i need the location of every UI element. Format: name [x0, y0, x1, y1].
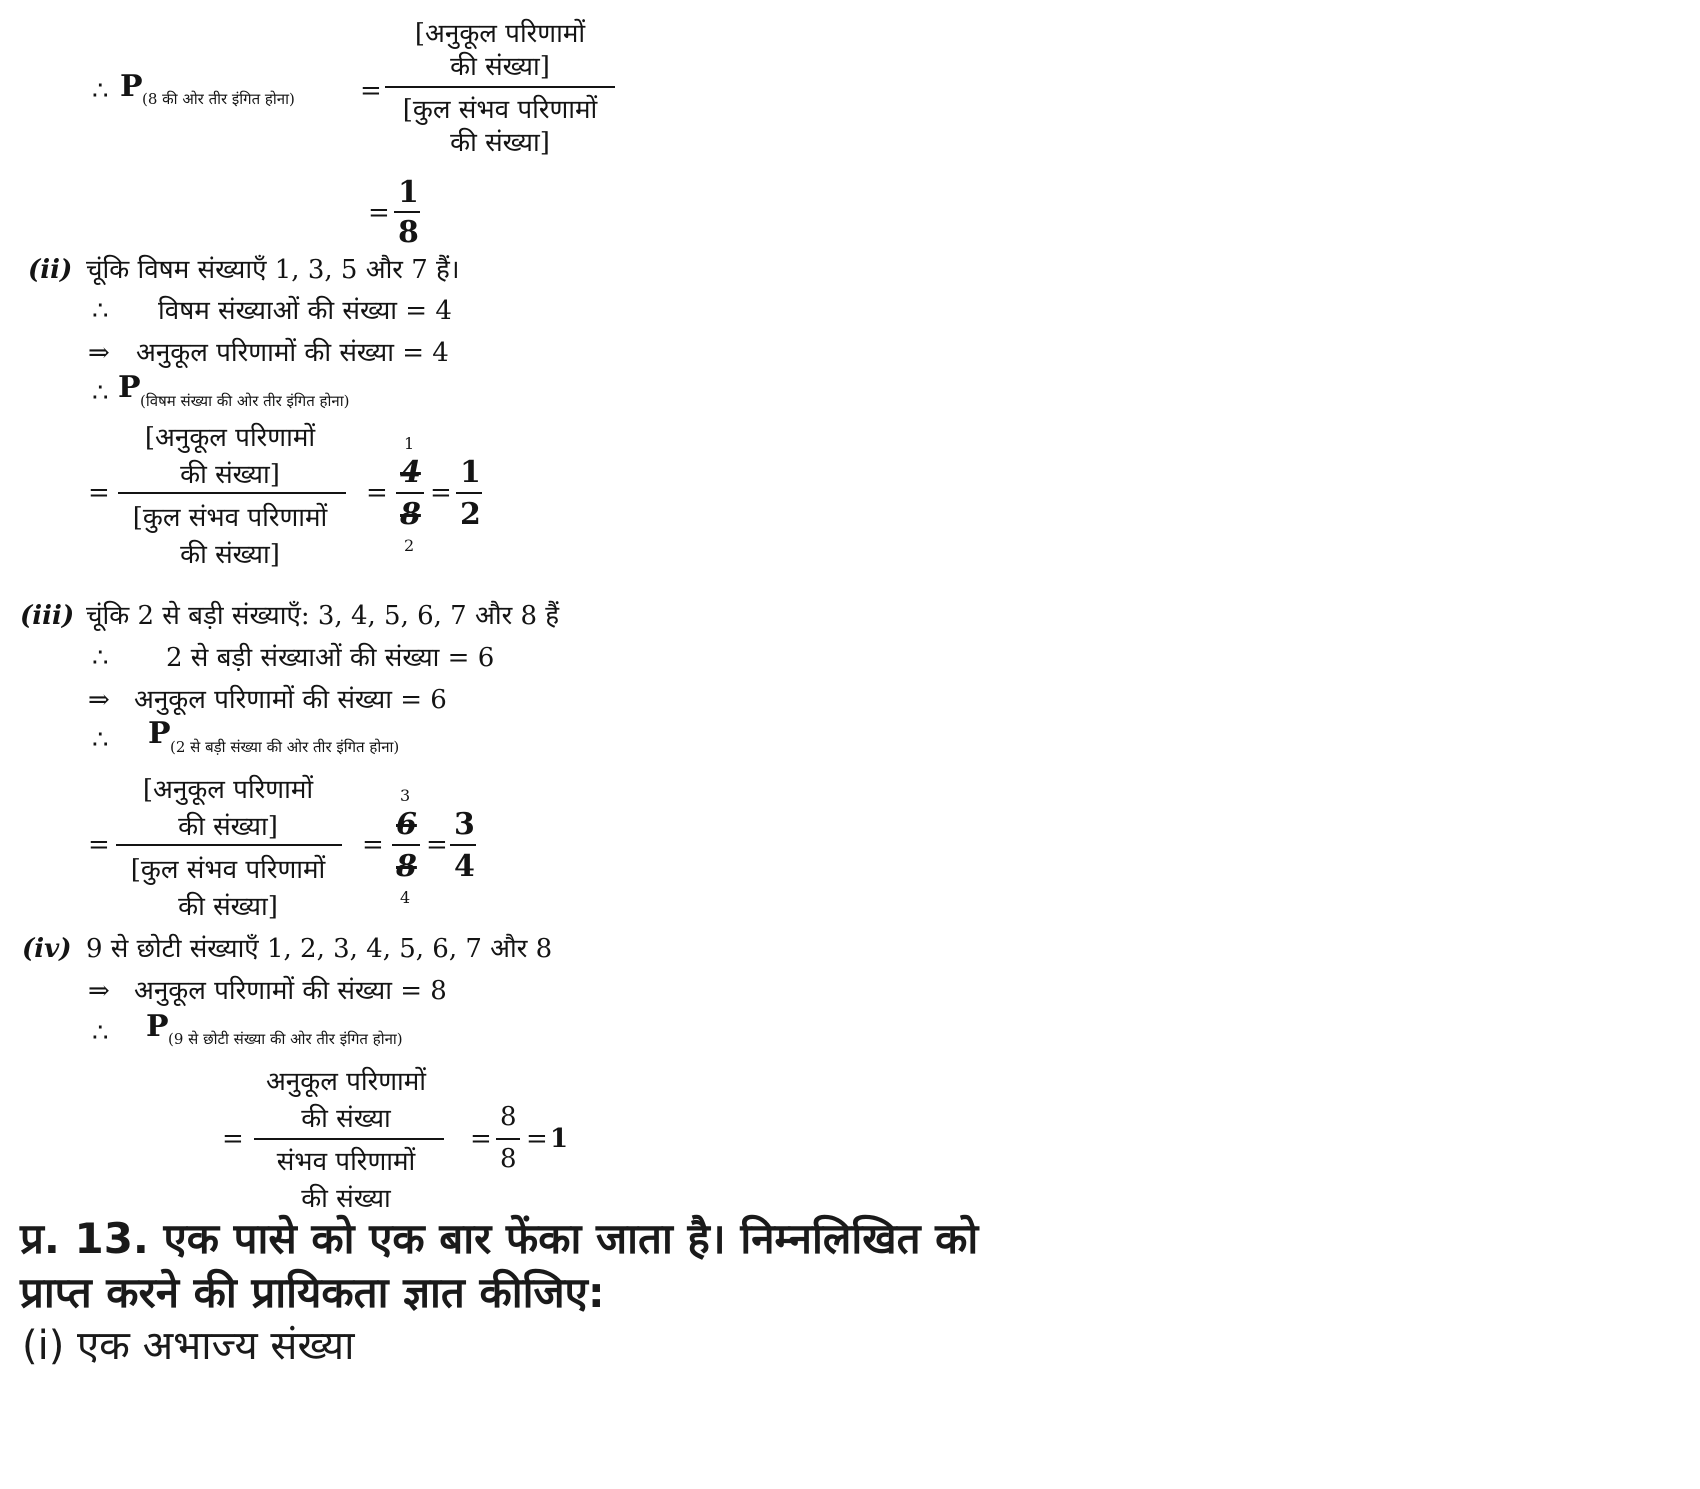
probability-symbol: P	[146, 1009, 169, 1044]
numerator-line-2: की संख्या	[301, 1104, 391, 1134]
fraction-denominator	[110, 852, 346, 926]
result-numerator: 1	[398, 175, 419, 210]
therefore-symbol: ∴	[92, 643, 109, 673]
probability-subscript: (2 से बड़ी संख्या की ओर तीर इंगित होना)	[170, 738, 400, 756]
fraction-bar-2	[496, 1138, 520, 1140]
favourable-line: अनुकूल परिणामों की संख्या = 8	[134, 976, 447, 1006]
implies-symbol: ⇒	[88, 976, 110, 1006]
equals-sign: =	[88, 830, 110, 860]
equals-sign: =	[222, 1124, 244, 1154]
therefore-symbol: ∴	[92, 76, 109, 106]
result-equals: =	[368, 198, 390, 228]
fraction-numerator	[110, 772, 346, 846]
numerator-line-1: [अनुकूल परिणामों	[142, 775, 314, 805]
statement-line: चूंकि 2 से बड़ी संख्याएँ: 3, 4, 5, 6, 7 और 8 हैं	[86, 601, 560, 631]
equals-sign-3: =	[426, 830, 448, 860]
question-line-2: प्राप्त करने की प्रायिकता ज्ञात कीजिए:	[20, 1268, 605, 1317]
numerator-line-2: की संख्या]	[180, 460, 280, 490]
probability-symbol: P	[148, 716, 171, 751]
denominator-line-1: संभव परिणामों	[276, 1147, 416, 1177]
fraction-numerator	[112, 420, 348, 494]
statement-line: 9 से छोटी संख्याएँ 1, 2, 3, 4, 5, 6, 7 और 8	[86, 934, 553, 964]
denominator-line-1: [कुल संभव परिणामों	[130, 855, 326, 885]
denominator-line-2: की संख्या]	[180, 540, 280, 570]
count-line: विषम संख्याओं की संख्या = 4	[158, 296, 452, 326]
result-denominator: 2	[460, 497, 481, 532]
numerator-line-1: [अनुकूल परिणामों	[144, 423, 316, 453]
result-denominator: 8	[398, 215, 419, 250]
fraction-denominator	[112, 500, 348, 574]
part-label: (iv)	[22, 934, 72, 964]
probability-symbol: P	[120, 69, 143, 104]
probability-symbol: P	[118, 370, 141, 405]
equals-sign-3: =	[430, 478, 452, 508]
equals-sign-2: =	[362, 830, 384, 860]
cancel-bottom: 4	[400, 888, 411, 907]
equals-sign: =	[88, 478, 110, 508]
result-fraction-bar	[394, 211, 420, 213]
fraction-denominator	[246, 1144, 446, 1218]
fraction-numerator-value: 8	[500, 1102, 517, 1132]
equals-sign-2: =	[470, 1124, 492, 1154]
cancel-top: 1	[404, 434, 415, 453]
statement-line: चूंकि विषम संख्याएँ 1, 3, 5 और 7 हैं।	[86, 255, 460, 285]
fraction-numerator	[246, 1064, 446, 1138]
denominator-line-1: [कुल संभव परिणामों	[132, 503, 328, 533]
result-fraction-bar	[456, 492, 482, 494]
probability-subscript: (8 की ओर तीर इंगित होना)	[142, 90, 295, 108]
equals-sign-2: =	[366, 478, 388, 508]
count-line: 2 से बड़ी संख्याओं की संख्या = 6	[166, 643, 495, 673]
fraction-numerator-cancelled: 6	[396, 807, 417, 842]
denominator-line-1: [कुल संभव परिणामों	[402, 95, 598, 125]
probability-subscript: (9 से छोटी संख्या की ओर तीर इंगित होना)	[168, 1030, 403, 1048]
fraction-bar-2	[392, 844, 420, 846]
implies-symbol: ⇒	[88, 685, 110, 715]
result-fraction-bar	[450, 844, 476, 846]
fraction-numerator-cancelled: 4	[400, 455, 421, 490]
favourable-line: अनुकूल परिणामों की संख्या = 6	[134, 685, 447, 715]
fraction-bar	[254, 1138, 444, 1140]
therefore-symbol: ∴	[92, 296, 109, 326]
numerator-line-2: की संख्या]	[178, 812, 278, 842]
equals-sign: =	[360, 76, 382, 106]
result-numerator: 3	[454, 807, 475, 842]
fraction-bar	[385, 86, 615, 88]
fraction-denominator	[385, 94, 615, 160]
favourable-line: अनुकूल परिणामों की संख्या = 4	[136, 338, 449, 368]
denominator-line-2: की संख्या	[301, 1184, 391, 1214]
fraction-denominator-value: 8	[500, 1144, 517, 1174]
part-label: (iii)	[20, 601, 75, 631]
question-line-1: प्र. 13. एक पासे को एक बार फेंका जाता है। निम्नलिखित को	[20, 1214, 979, 1263]
part-label: (ii)	[28, 255, 73, 285]
denominator-line-2: की संख्या]	[178, 892, 278, 922]
probability-subscript: (विषम संख्या की ओर तीर इंगित होना)	[140, 392, 350, 410]
denominator-line-2: की संख्या]	[450, 128, 550, 158]
numerator-line-2: की संख्या]	[450, 52, 550, 82]
fraction-numerator	[385, 18, 615, 84]
cancel-bottom: 2	[404, 536, 415, 555]
fraction-bar	[118, 492, 346, 494]
fraction-denominator-cancelled: 8	[400, 497, 421, 532]
cancel-top: 3	[400, 786, 411, 805]
fraction-denominator-cancelled: 8	[396, 849, 417, 884]
therefore-symbol: ∴	[92, 378, 109, 408]
equals-sign-3: =	[526, 1124, 548, 1154]
therefore-symbol: ∴	[92, 725, 109, 755]
therefore-symbol: ∴	[92, 1018, 109, 1048]
fraction-bar	[116, 844, 342, 846]
numerator-line-1: अनुकूल परिणामों	[265, 1067, 427, 1097]
numerator-line-1: [अनुकूल परिणामों	[414, 19, 586, 49]
question-line-3: (i) एक अभाज्य संख्या	[22, 1323, 355, 1369]
fraction-bar-2	[396, 492, 424, 494]
result-denominator: 4	[454, 849, 475, 884]
implies-symbol: ⇒	[88, 338, 110, 368]
result-value: 1	[550, 1124, 569, 1154]
result-numerator: 1	[460, 455, 481, 490]
